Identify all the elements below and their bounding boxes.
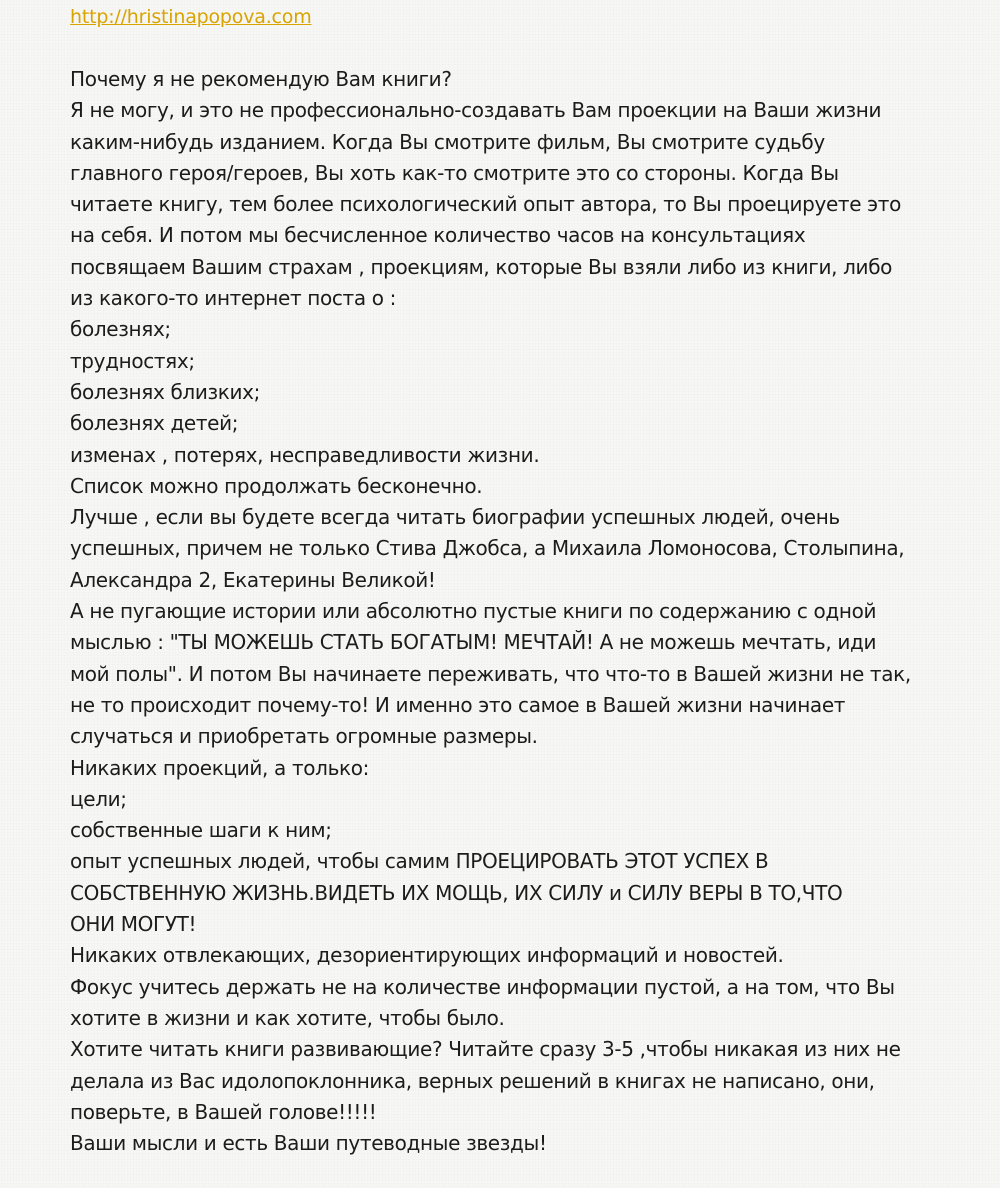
text-line: Никаких отвлекающих, дезориентирующих информаций и новостей. <box>70 943 784 968</box>
list-item: собственные шаги к ним; <box>70 818 332 843</box>
text-line: Почему я не рекомендую Вам книги? <box>70 67 452 91</box>
text-line: на себя. И потом мы бесчисленное количество часов на консультациях <box>70 223 806 248</box>
text-line: каким-нибудь изданием. Когда Вы смотрите фильм, Вы смотрите судьбу <box>70 129 825 154</box>
list-item: опыт успешных людей, чтобы самим ПРОЕЦИРОВАТЬ ЭТОТ УСПЕХ В <box>70 849 769 874</box>
list-item: изменах , потерях, несправедливости жизни. <box>70 442 540 467</box>
text-line: посвящаем Вашим страхам , проекциям, которые Вы взяли либо из книги, либо <box>70 254 893 279</box>
list-item: цели; <box>70 786 127 811</box>
text-line: из какого-то интернет поста о : <box>70 286 397 311</box>
text-line: мой полы". И потом Вы начинаете переживать, что что-то в Вашей жизни не так, <box>70 661 911 686</box>
text-line: Никаких проекций, а только: <box>70 755 370 780</box>
text-line: читаете книгу, тем более психологический опыт автора, то Вы проецируете это <box>70 192 901 217</box>
note-body <box>70 64 980 1159</box>
text-line: Лучше , если вы будете всегда читать биографии успешных людей, очень <box>70 505 840 530</box>
note-content <box>70 2 980 1159</box>
text-line: Список можно продолжать бесконечно. <box>70 473 483 498</box>
text-line: Фокус учитесь держать не на количестве информации пустой, а на том, что Вы <box>70 974 895 999</box>
list-item: ОНИ МОГУТ! <box>70 912 197 937</box>
text-line: поверьте, в Вашей голове!!!!! <box>70 1099 377 1124</box>
text-line: главного героя/героев, Вы хоть как-то смотрите это со стороны. Когда Вы <box>70 160 839 185</box>
list-item: болезнях детей; <box>70 411 239 436</box>
text-line: Ваши мысли и есть Ваши путеводные звезды! <box>70 1131 547 1156</box>
text-line: мыслью : "ТЫ МОЖЕШЬ СТАТЬ БОГАТЫМ! МЕЧТАЙ! А не можешь мечтать, иди <box>70 630 877 655</box>
list-item: СОБСТВЕННУЮ ЖИЗНЬ.ВИДЕТЬ ИХ МОЩЬ, ИХ СИЛУ и СИЛУ ВЕРЫ В ТО,ЧТО <box>70 880 843 905</box>
text-line: успешных, причем не только Стива Джобса, а Михаила Ломоносова, Столыпина, <box>70 536 905 561</box>
list-item: болезнях близких; <box>70 379 261 404</box>
text-line: Хотите читать книги развивающие? Читайте сразу 3-5 ,чтобы никакая из них не <box>70 1037 901 1062</box>
text-line: не то происходит почему-то! И именно это самое в Вашей жизни начинает <box>70 692 846 717</box>
text-line: Я не могу, и это не профессионально-создавать Вам проекции на Ваши жизни <box>70 98 882 123</box>
text-line: Александра 2, Екатерины Великой! <box>70 567 436 592</box>
text-line: хотите в жизни и как хотите, чтобы было. <box>70 1005 505 1030</box>
website-link[interactable]: http://hristinapopova.com <box>70 6 312 28</box>
text-line: делала из Вас идолопоклонника, верных решений в книгах не написано, они, <box>70 1068 875 1093</box>
text-line: случаться и приобретать огромные размеры. <box>70 724 538 749</box>
text-line: А не пугающие истории или абсолютно пустые книги по содержанию с одной <box>70 599 877 624</box>
list-item: трудностях; <box>70 348 195 373</box>
list-item: болезнях; <box>70 317 171 342</box>
